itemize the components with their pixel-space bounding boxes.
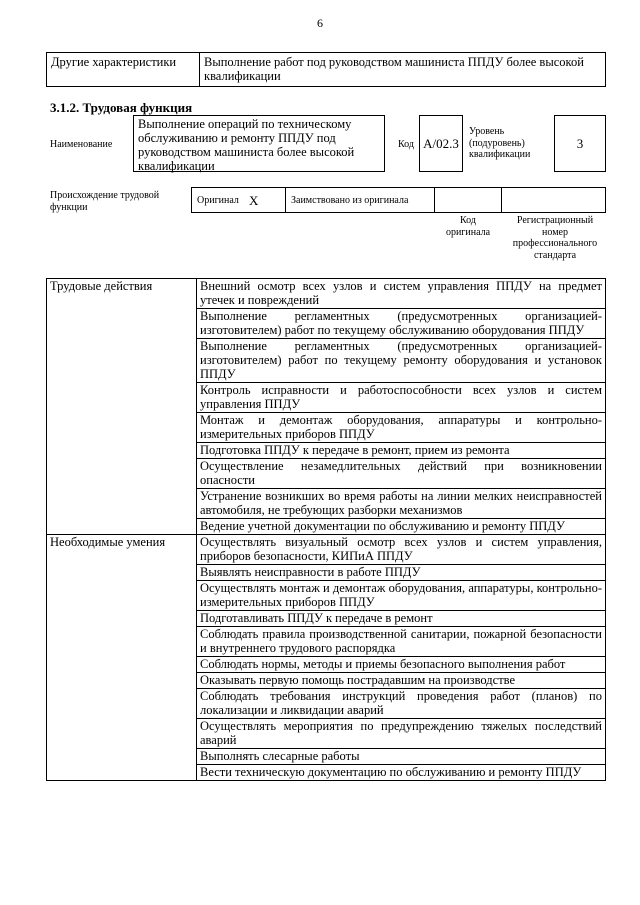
labor-action-item: Устранение возникших во время работы на линии мелких неисправностей автомобиля, не требующих разборки механизмов [197,489,606,519]
reg-number-caption: Регистрационный номер профессионального стандарта [512,215,598,261]
skill-item: Соблюдать требования инструкций проведения работ (планов) по локализации и ликвидации аварий [197,689,606,719]
labor-action-item: Выполнение регламентных (предусмотренных организацией-изготовителем) работ по текущему ремонту оборудования и установок ППДУ [197,339,606,383]
labor-action-item: Внешний осмотр всех узлов и систем управления ППДУ на предмет утечек и повреждений [197,279,606,309]
functions-table [46,278,606,781]
labor-action-item: Монтаж и демонтаж оборудования, аппаратуры и контрольно-измерительных приборов ППДУ [197,413,606,443]
code-label: Код [398,139,414,150]
other-characteristics-label: Другие характеристики [47,53,200,87]
code-original-cell [434,188,502,212]
borrowed-label: Заимствовано из оригинала [291,195,409,206]
labor-actions-label: Трудовые действия [47,279,197,535]
labor-action-item: Ведение учетной документации по обслуживанию и ремонту ППДУ [197,519,606,535]
skill-item: Выполнять слесарные работы [197,749,606,765]
skill-item: Вести техническую документацию по обслуживанию и ремонту ППДУ [197,765,606,781]
code-value: A/02.3 [419,115,463,172]
section-title: 3.1.2. Трудовая функция [50,100,193,115]
origin-label: Происхождение трудовой функции [50,190,160,213]
skill-item: Осуществлять мероприятия по предупреждению тяжелых последствий аварий [197,719,606,749]
required-skills-label: Необходимые умения [47,535,197,781]
skill-item: Оказывать первую помощь пострадавшим на производстве [197,673,606,689]
original-mark: X [249,193,259,208]
skill-item: Выявлять неисправности в работе ППДУ [197,565,606,581]
labor-action-item: Осуществление незамедлительных действий при возникновении опасности [197,459,606,489]
other-characteristics-table [46,52,606,87]
name-value: Выполнение операций по техническому обслуживанию и ремонту ППДУ под руководством машиниста более высокой квалификации [133,115,385,172]
skill-item: Осуществлять монтаж и демонтаж оборудования, аппаратуры, контрольно-измерительных приборов ППДУ [197,581,606,611]
level-value: 3 [554,115,606,172]
original-label: Оригинал [197,195,239,206]
origin-boxes [191,187,606,213]
original-cell [192,188,286,212]
level-label: Уровень (подуровень) квалификации [469,126,531,160]
other-characteristics-value: Выполнение работ под руководством машиниста ППДУ более высокой квалификации [200,53,606,87]
skill-item: Соблюдать правила производственной санитарии, пожарной безопасности и внутреннего трудового распорядка [197,627,606,657]
skill-item: Соблюдать нормы, методы и приемы безопасного выполнения работ [197,657,606,673]
other-characteristics-row [47,53,606,87]
page-number: 6 [317,16,323,30]
labor-action-item: Подготовка ППДУ к передаче в ремонт, прием из ремонта [197,443,606,459]
name-label: Наименование [50,139,113,150]
labor-action-item: Выполнение регламентных (предусмотренных организацией-изготовителем) работ по текущему обслуживанию оборудования ППДУ [197,309,606,339]
required-skills-row [47,535,606,565]
skill-item: Осуществлять визуальный осмотр всех узлов и систем управления, приборов безопасности, КИПиА ППДУ [197,535,606,565]
labor-action-item: Контроль исправности и работоспособности всех узлов и систем управления ППДУ [197,383,606,413]
labor-actions-row [47,279,606,309]
code-original-caption: Код оригинала [445,215,491,238]
skill-item: Подготавливать ППДУ к передаче в ремонт [197,611,606,627]
